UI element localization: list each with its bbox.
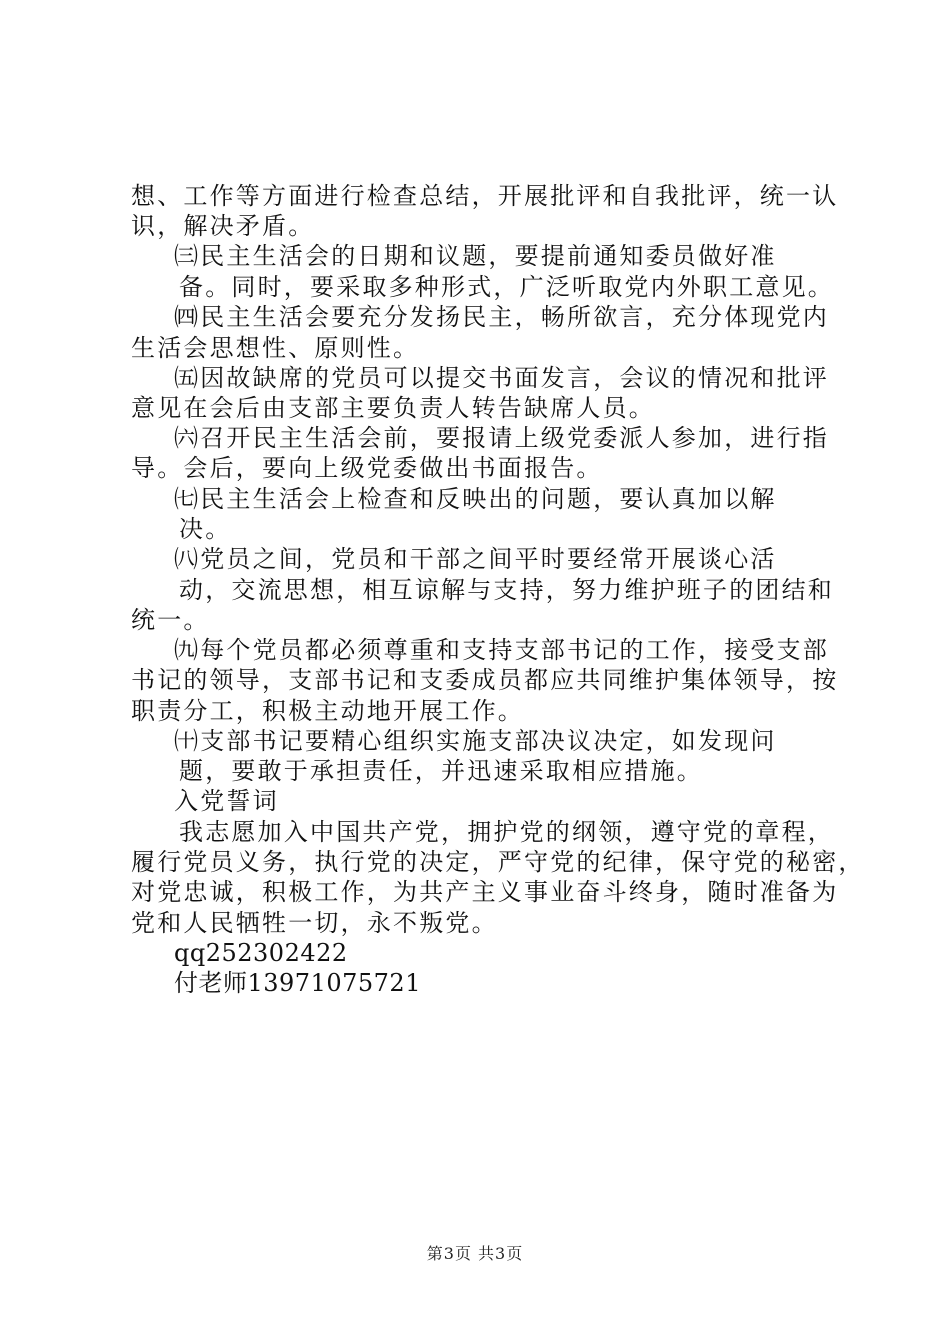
text-line: 题，要敢于承担责任，并迅速采取相应措施。 — [179, 757, 703, 785]
contact-qq: qq252302422 — [174, 939, 348, 967]
text-line: 我志愿加入中国共产党，拥护党的纲领，遵守党的章程， — [179, 818, 834, 846]
text-line: 职责分工，积极主动地开展工作。 — [131, 697, 524, 725]
text-line: 党和人民牺牲一切，永不叛党。 — [131, 909, 498, 937]
text-line: 对党忠诚，积极工作，为共产主义事业奋斗终身，随时准备为 — [131, 878, 839, 906]
text-line: ㈥召开民主生活会前，要报请上级党委派人参加，进行指 — [174, 424, 829, 452]
text-line: ㈨每个党员都必须尊重和支持支部书记的工作，接受支部 — [174, 636, 829, 664]
text-line: 统一。 — [131, 606, 210, 634]
text-line: 动，交流思想，相互谅解与支持，努力维护班子的团结和 — [179, 576, 834, 604]
text-line: 想、工作等方面进行检查总结，开展批评和自我批评，统一认 — [131, 182, 839, 210]
contact-phone: 付老师13971075721 — [174, 969, 421, 997]
text-line: ㈩支部书记要精心组织实施支部决议决定，如发现问 — [174, 727, 777, 755]
text-line: 识，解决矛盾。 — [131, 212, 315, 240]
text-line: 书记的领导，支部书记和支委成员都应共同维护集体领导，按 — [131, 666, 839, 694]
text-line: 意见在会后由支部主要负责人转告缺席人员。 — [131, 394, 655, 422]
text-line: ㈤因故缺席的党员可以提交书面发言，会议的情况和批评 — [174, 364, 829, 392]
text-line: 导。会后，要向上级党委做出书面报告。 — [131, 454, 603, 482]
text-line: 生活会思想性、原则性。 — [131, 334, 420, 362]
text-line: ㈢民主生活会的日期和议题，要提前通知委员做好准 — [174, 242, 777, 270]
text-line: ㈦民主生活会上检查和反映出的问题，要认真加以解 — [174, 485, 777, 513]
section-heading: 入党誓词 — [174, 787, 279, 815]
text-line: 履行党员义务，执行党的决定，严守党的纪律，保守党的秘密， — [131, 848, 865, 876]
text-line: ㈧党员之间，党员和干部之间平时要经常开展谈心活 — [174, 545, 777, 573]
text-line: ㈣民主生活会要充分发扬民主，畅所欲言，充分体现党内 — [174, 303, 829, 331]
text-line: 备。同时，要采取多种形式，广泛听取党内外职工意见。 — [179, 273, 834, 301]
page-footer: 第3页 共3页 — [426, 1244, 524, 1263]
text-line: 决。 — [179, 515, 232, 543]
